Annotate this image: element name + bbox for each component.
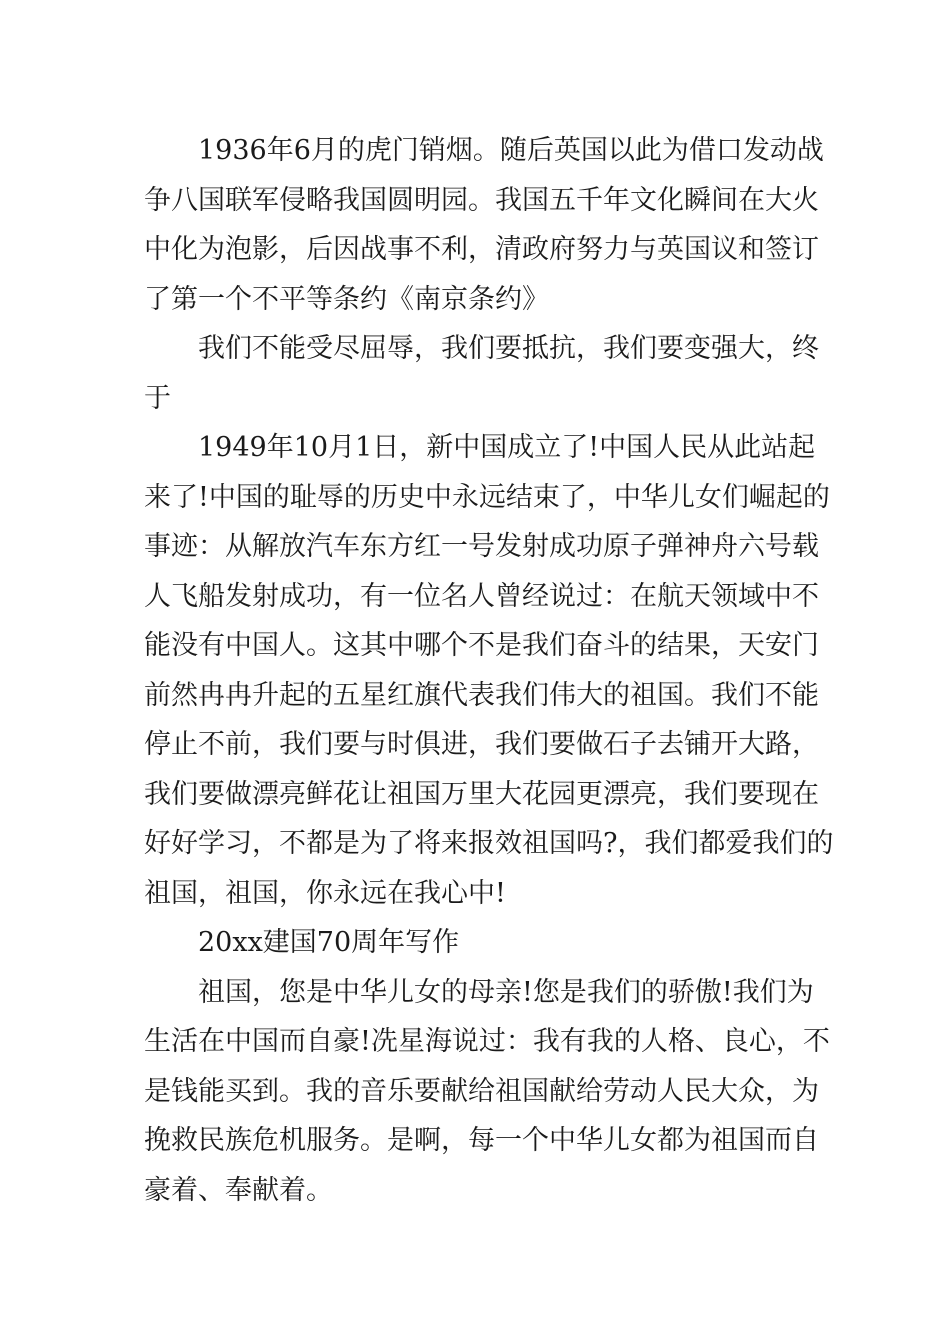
- text-line: 我们要做漂亮鲜花让祖国万里大花园更漂亮，我们要现在: [144, 778, 819, 810]
- text-line: 是钱能买到。我的音乐要献给祖国献给劳动人民大众，为: [144, 1075, 819, 1107]
- text-line: 争八国联军侵略我国圆明园。我国五千年文化瞬间在大火: [144, 184, 819, 216]
- paragraph-1949: [144, 423, 834, 918]
- text-line: 了第一个不平等条约《南京条约》: [144, 283, 549, 315]
- text-line: 事迹：从解放汽车东方红一号发射成功原子弹神舟六号载: [144, 531, 819, 562]
- text-line: 1936年6月的虎门销烟。随后英国以此为借口发动战: [198, 135, 824, 166]
- text-line: 来了!中国的耻辱的历史中永远结束了，中华儿女们崛起的: [144, 481, 830, 513]
- text-line: 于: [144, 382, 171, 414]
- paragraph-resist: [144, 324, 819, 423]
- text-line: 1949年10月1日，新中国成立了!中国人民从此站起: [198, 432, 816, 463]
- text-line: 挽救民族危机服务。是啊，每一个中华儿女都为祖国而自: [144, 1125, 819, 1156]
- text-line: 能没有中国人。这其中哪个不是我们奋斗的结果，天安门: [144, 630, 819, 661]
- text-line: 停止不前，我们要与时俱进，我们要做石子去铺开大路，: [144, 729, 819, 760]
- document-body: [144, 126, 834, 1215]
- text-line: 生活在中国而自豪!冼星海说过：我有我的人格、良心，不: [144, 1026, 830, 1057]
- text-line: 祖国，您是中华儿女的母亲!您是我们的骄傲!我们为: [198, 976, 814, 1008]
- heading-line: 20xx建国70周年写作: [198, 927, 460, 958]
- text-line: 人飞船发射成功，有一位名人曾经说过：在航天领域中不: [144, 580, 819, 612]
- text-line: 前然冉冉升起的五星红旗代表我们伟大的祖国。我们不能: [144, 679, 819, 711]
- text-line: 祖国，祖国，你永远在我心中!: [144, 877, 506, 909]
- text-line: 我们不能受尽屈辱，我们要抵抗，我们要变强大，终: [198, 333, 819, 364]
- section-heading: [144, 918, 810, 968]
- text-line: 好好学习，不都是为了将来报效祖国吗?，我们都爱我们的: [144, 828, 834, 859]
- text-line: 中化为泡影，后因战事不利，清政府努力与英国议和签订: [144, 234, 819, 265]
- text-line: 豪着、奉献着。: [144, 1174, 333, 1206]
- paragraph-motherland: [144, 968, 830, 1216]
- paragraph-humen: [144, 126, 824, 324]
